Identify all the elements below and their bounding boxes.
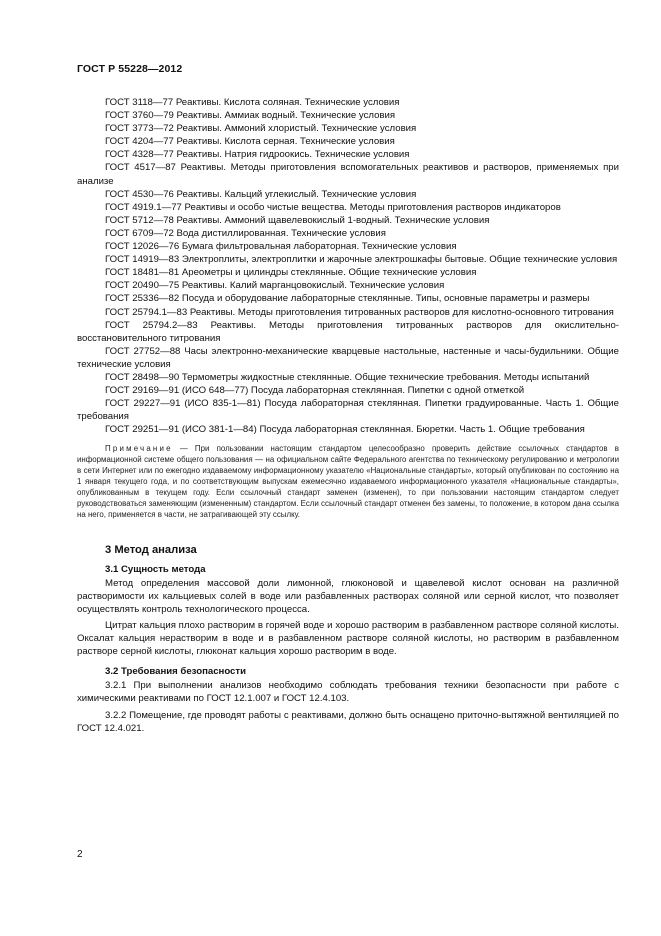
reference-item: ГОСТ 25794.1—83 Реактивы. Методы приготовления титрованных растворов для кислотно-основного титрования — [105, 306, 614, 318]
page-content — [77, 96, 619, 738]
paragraph-solubility: Цитрат кальция плохо растворим в горячей воде и хорошо растворим в разбавленном растворе соляной кислоты. Оксалат кальция нерастворим в воде и в разбавленном растворе соляной кислоты, но растворим в разбавленном растворе серной кислоты, глюконат кальция хорошо растворим в воде. — [77, 620, 619, 658]
normative-references-list — [77, 96, 619, 436]
section-title-method: 3 Метод анализа — [105, 543, 197, 556]
page-number: 2 — [77, 849, 83, 860]
document-header: ГОСТ Р 55228—2012 — [77, 63, 183, 75]
reference-item: ГОСТ 3773—72 Реактивы. Аммоний хлористый. Технические условия — [105, 123, 417, 135]
reference-item: ГОСТ 4517—87 Реактивы. Методы приготовления вспомогательных реактивов и растворов, применяемых при анализе — [77, 162, 619, 187]
reference-item: ГОСТ 29169—91 (ИСО 648—77) Посуда лабораторная стеклянная. Пипетки с одной отметкой — [105, 385, 525, 397]
reference-item: ГОСТ 29251—91 (ИСО 381-1—84) Посуда лабораторная стеклянная. Бюретки. Часть 1. Общие требования — [105, 424, 585, 436]
reference-item: ГОСТ 4328—77 Реактивы. Натрия гидроокись. Технические условия — [105, 149, 410, 161]
note-label: Примечание — [105, 444, 173, 454]
reference-item: ГОСТ 6709—72 Вода дистиллированная. Технические условия — [105, 227, 386, 239]
reference-item: ГОСТ 18481—81 Ареометры и цилиндры стеклянные. Общие технические условия — [105, 267, 477, 279]
reference-item: ГОСТ 5712—78 Реактивы. Аммоний щавелевокислый 1-водный. Технические условия — [105, 214, 490, 226]
references-note — [77, 444, 619, 520]
reference-item: ГОСТ 25336—82 Посуда и оборудование лабораторные стеклянные. Типы, основные параметры и размеры — [105, 293, 590, 305]
subsection-title-safety: 3.2 Требования безопасности — [105, 666, 246, 678]
reference-item: ГОСТ 4530—76 Реактивы. Кальций углекислый. Технические условия — [105, 188, 417, 200]
reference-item: ГОСТ 27752—88 Часы электронно-механические кварцевые настольные, настенные и часы-будильники. Общие технические условия — [77, 345, 619, 370]
reference-item: ГОСТ 3760—79 Реактивы. Аммиак водный. Технические условия — [105, 110, 396, 122]
reference-item: ГОСТ 3118—77 Реактивы. Кислота соляная. Технические условия — [105, 97, 400, 108]
note-text: — При пользовании настоящим стандартом целесообразно проверить действие ссылочных стандартов в информационной системе общего пользования — на официальном сайте Федерального агентства по техническому регулированию и метрологии в сети Интернет или по ежегодно издаваемому информационному указателю «Национальные стандарты», который опубликован по состоянию на 1 января текущего года, и по соответствующим выпускам ежемесячно издаваемого информационного указателя «Национальные стандарты», опубликованным в текущем году. Если ссылочный стандарт заменен (изменен), то при пользовании настоящим стандартом следует руководствоваться заменяющим (измененным) стандартом. Если ссылочный стандарт отменен без замены, то положение, в котором дана ссылка на него, применяется в части, не затрагивающей эту ссылку. — [77, 444, 619, 519]
reference-item: ГОСТ 12026—76 Бумага фильтровальная лабораторная. Технические условия — [105, 241, 457, 253]
paragraph-method-essence: Метод определения массовой доли лимонной, глюконовой и щавелевой кислот основан на различной растворимости их кальциевых солей в воде или разбавленных растворах соляной или серной кислот, что позволяет осуществлять контроль технологического процесса. — [77, 577, 619, 615]
reference-item: ГОСТ 29227—91 (ИСО 835-1—81) Посуда лабораторная стеклянная. Пипетки градуированные. Часть 1. Общие требования — [77, 398, 619, 423]
paragraph-safety-rules: 3.2.1 При выполнении анализов необходимо соблюдать требования техники безопасности при работе с химическими реактивами по ГОСТ 12.1.007 и ГОСТ 12.4.103. — [77, 680, 619, 705]
reference-item: ГОСТ 4919.1—77 Реактивы и особо чистые вещества. Методы приготовления растворов индикаторов — [105, 201, 561, 213]
paragraph-ventilation: 3.2.2 Помещение, где проводят работы с реактивами, должно быть оснащено приточно-вытяжной вентиляцией по ГОСТ 12.4.021. — [77, 709, 619, 734]
reference-item: ГОСТ 14919—83 Электроплиты, электроплитки и жарочные электрошкафы бытовые. Общие технические условия — [105, 254, 618, 266]
reference-item: ГОСТ 4204—77 Реактивы. Кислота серная. Технические условия — [105, 136, 395, 148]
reference-item: ГОСТ 25794.2—83 Реактивы. Методы приготовления титрованных растворов для окислительно-восстановительного титрования — [77, 319, 619, 344]
subsection-title-essence: 3.1 Сущность метода — [105, 563, 206, 575]
reference-item: ГОСТ 28498—90 Термометры жидкостные стеклянные. Общие технические требования. Методы испытаний — [105, 371, 590, 383]
reference-item: ГОСТ 20490—75 Реактивы. Калий марганцовокислый. Технические условия — [105, 280, 445, 292]
